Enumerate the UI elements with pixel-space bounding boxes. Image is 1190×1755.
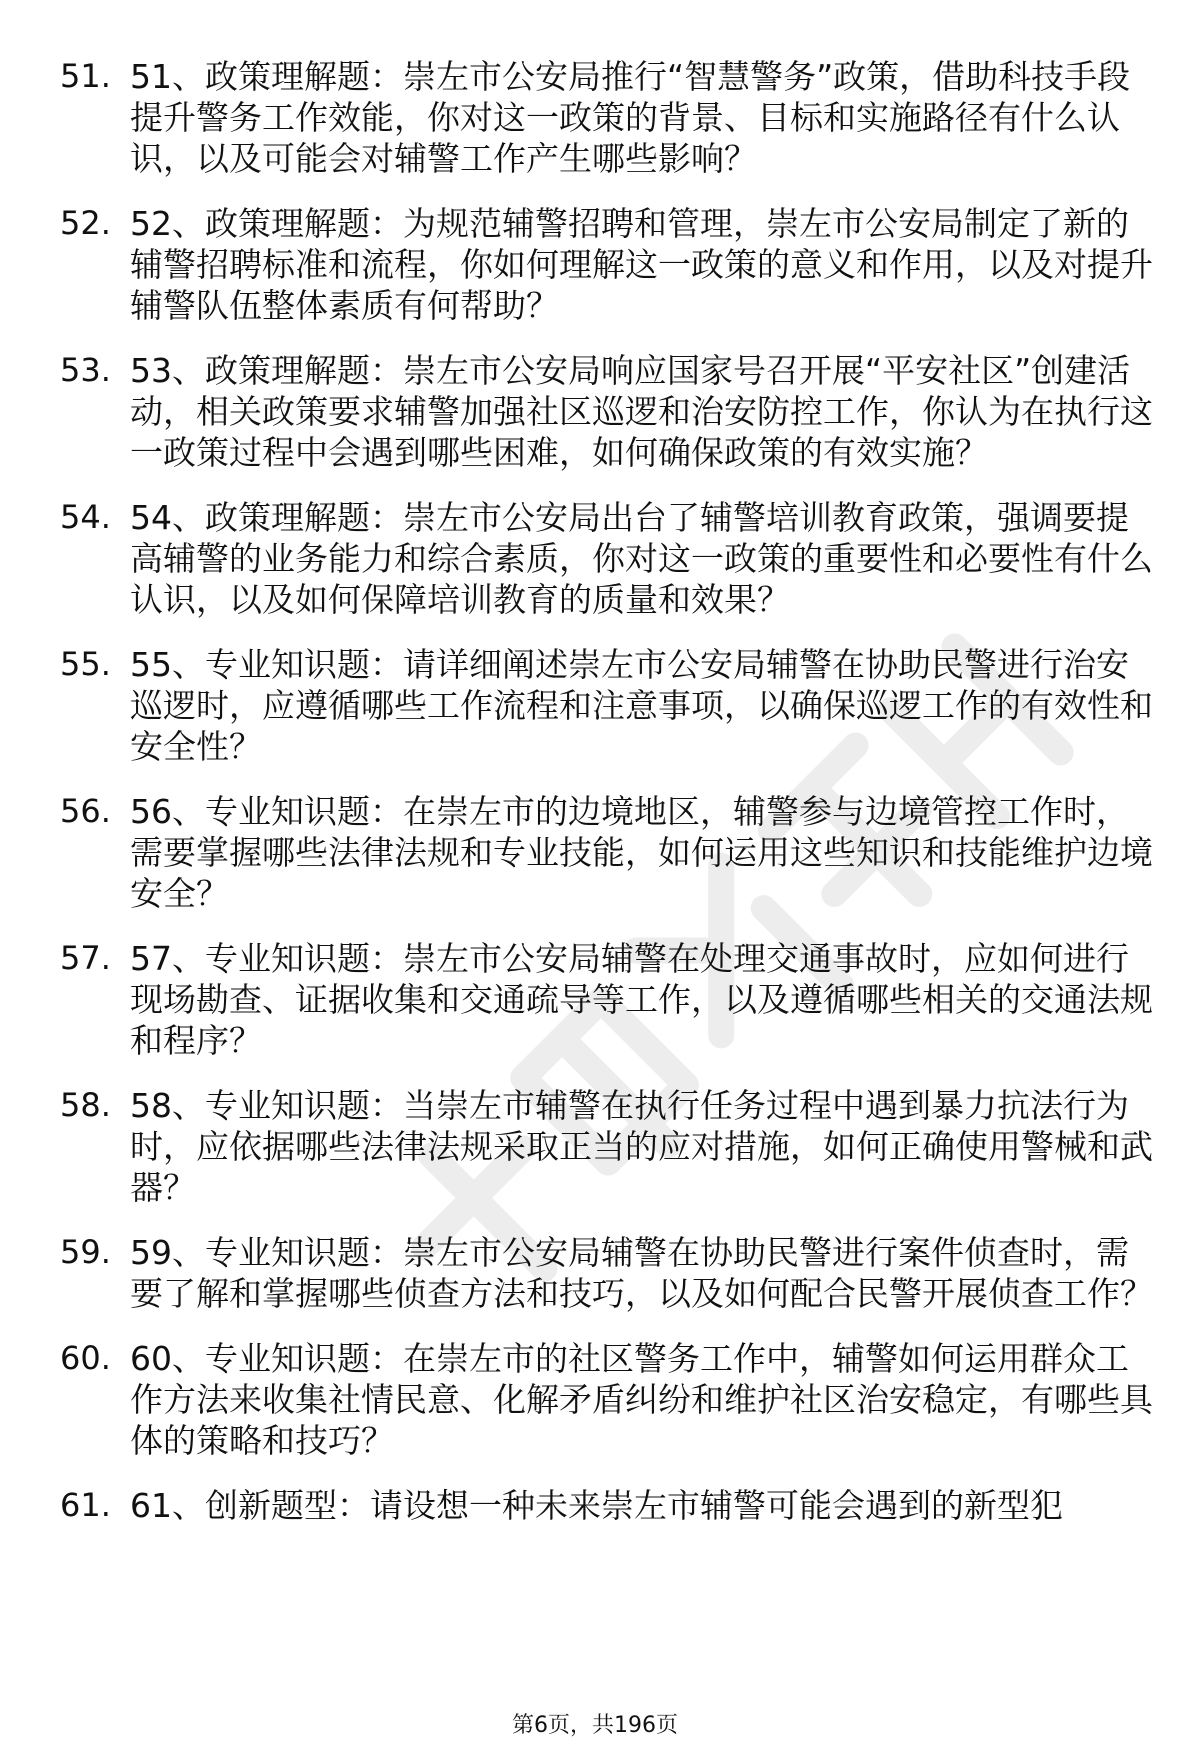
question-text: 53、政策理解题：崇左市公安局响应国家号召开展“平安社区”创建活动，相关政策要求辅警加强社区巡逻和治安防控工作，你认为在执行这一政策过程中会遇到哪些困难，如何确保政策的有效实施？ xyxy=(130,351,1153,472)
question-list xyxy=(60,56,1160,1550)
question-text: 59、专业知识题：崇左市公安局辅警在协助民警进行案件侦查时，需要了解和掌握哪些侦查方法和技巧，以及如何配合民警开展侦查工作？ xyxy=(130,1233,1153,1313)
question-text: 57、专业知识题：崇左市公安局辅警在处理交通事故时，应如何进行现场勘查、证据收集和交通疏导等工作，以及遵循哪些相关的交通法规和程序？ xyxy=(130,939,1153,1060)
question-number: 59. xyxy=(60,1233,111,1271)
question-item xyxy=(60,938,1160,1061)
question-item xyxy=(60,203,1160,326)
question-text: 52、政策理解题：为规范辅警招聘和管理，崇左市公安局制定了新的辅警招聘标准和流程，你如何理解这一政策的意义和作用，以及对提升辅警队伍整体素质有何帮助？ xyxy=(130,204,1153,325)
question-number: 52. xyxy=(60,204,111,242)
question-item xyxy=(60,1085,1160,1208)
question-text: 55、专业知识题：请详细阐述崇左市公安局辅警在协助民警进行治安巡逻时，应遵循哪些工作流程和注意事项，以确保巡逻工作的有效性和安全性？ xyxy=(130,645,1153,766)
question-text: 54、政策理解题：崇左市公安局出台了辅警培训教育政策，强调要提高辅警的业务能力和综合素质，你对这一政策的重要性和必要性有什么认识，以及如何保障培训教育的质量和效果？ xyxy=(130,498,1153,619)
question-text: 56、专业知识题：在崇左市的边境地区，辅警参与边境管控工作时，需要掌握哪些法律法规和专业技能，如何运用这些知识和技能维护边境安全？ xyxy=(130,792,1153,913)
question-number: 58. xyxy=(60,1086,111,1124)
question-item xyxy=(60,56,1160,179)
question-text: 61、创新题型：请设想一种未来崇左市辅警可能会遇到的新型犯 xyxy=(130,1486,1063,1525)
question-number: 55. xyxy=(60,645,111,683)
question-item xyxy=(60,1232,1160,1314)
question-item xyxy=(60,1338,1160,1461)
question-item xyxy=(60,497,1160,620)
question-item xyxy=(60,350,1160,473)
question-number: 54. xyxy=(60,498,111,536)
question-text: 58、专业知识题：当崇左市辅警在执行任务过程中遇到暴力抗法行为时，应依据哪些法律法规采取正当的应对措施，如何正确使用警械和武器？ xyxy=(130,1086,1153,1207)
question-number: 53. xyxy=(60,351,111,389)
question-text: 51、政策理解题：崇左市公安局推行“智慧警务”政策，借助科技手段提升警务工作效能，你对这一政策的背景、目标和实施路径有什么认识，以及可能会对辅警工作产生哪些影响？ xyxy=(130,57,1131,178)
question-number: 61. xyxy=(60,1486,111,1524)
question-item xyxy=(60,791,1160,914)
question-item xyxy=(60,1485,1160,1526)
question-number: 57. xyxy=(60,939,111,977)
question-number: 56. xyxy=(60,792,111,830)
question-number: 51. xyxy=(60,57,111,95)
question-item xyxy=(60,644,1160,767)
page-number: 第6页，共196页 xyxy=(512,1713,678,1738)
question-text: 60、专业知识题：在崇左市的社区警务工作中，辅警如何运用群众工作方法来收集社情民意、化解矛盾纠纷和维护社区治安稳定，有哪些具体的策略和技巧？ xyxy=(130,1339,1153,1460)
question-number: 60. xyxy=(60,1339,111,1377)
